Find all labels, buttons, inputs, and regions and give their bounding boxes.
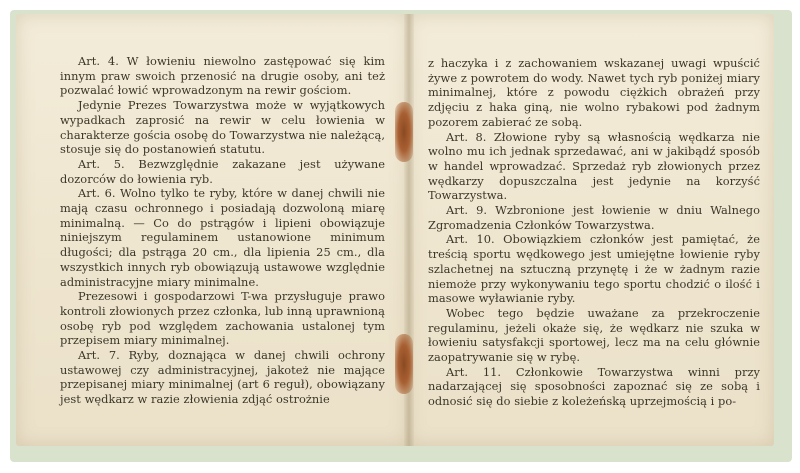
paragraph-art-8: Art. 8. Złowione ryby są własnością wędkarza nie wolno mu ich jednak sprzedawać, ani w jakibądź sposób w handel wprowadzać. Sprzedaż ryb złowionych przez wędkarzy dopuszczalna jest jedynie na korzyść Towarzystwa. <box>428 129 760 203</box>
paragraph-art-7-continued: z haczyka i z zachowaniem wskazanej uwagi wpuścić żywe z powrotem do wody. Nawet tych ryb poniżej miary minimalnej, które z powodu ciężkich obrażeń przy zdjęciu z haka giną, nie wolno rybakowi pod żadnym pozorem zabierać ze sobą. <box>428 56 760 129</box>
paragraph-art-10: Art. 10. Obowiązkiem członków jest pamiętać, że treścią sportu wędkowego jest umiejętne łowienie ryby szlachetnej na sztuczną przynętę i że w żadnym razie niemoże przy wykonywaniu tego sportu chodzić o ilość i masowe wyławianie ryby. <box>428 232 760 306</box>
paragraph-control-right: Prezesowi i gospodarzowi T-wa przysługuje prawo kontroli złowionych przez członka, lub inną uprawnioną osobę ryb pod względem zachowania ustalonej tym przepisem miary minimalnej. <box>60 289 385 348</box>
paragraph-art-4: Art. 4. W łowieniu niewolno zastępować się kim innym praw swoich przenosić na drugie osoby, ani też pozwalać łowić wprowadzonym na rewir gościom. <box>60 54 385 98</box>
rust-staple-top <box>395 102 413 162</box>
paragraph-art-7: Art. 7. Ryby, doznająca w danej chwili ochrony ustawowej czy administracyjnej, jakoteż nie mające przepisanej miary minimalnej (art 6 reguł), obowiązany jest wędkarz w razie złowienia zdjąć ostrożnie <box>60 348 385 407</box>
paragraph-art-5: Art. 5. Bezwzględnie zakazane jest używane dozorców do łowienia ryb. <box>60 156 385 186</box>
paragraph-guest-invitation: Jedynie Prezes Towarzystwa może w wyjątkowych wypadkach zaprosić na rewir w celu łowienia w charakterze gościa osobę do Towarzystwa nie należącą, stosuje się do postanowień statutu. <box>60 98 385 157</box>
paragraph-art-9: Art. 9. Wzbronione jest łowienie w dniu Walnego Zgromadzenia Członków Towarzystwa. <box>428 203 760 232</box>
rust-staple-bottom <box>395 334 413 394</box>
right-page-text <box>428 56 760 409</box>
paragraph-art-6: Art. 6. Wolno tylko te ryby, które w danej chwili nie mają czasu ochronnego i posiadają dozwoloną miarę minimalną. — Co do pstrągów i lipieni obowiązuje niniejszym regulaminem ustanowione minimum długości; dla pstrąga 20 cm., dla lipienia 25 cm., dla wszystkich innych ryb obowiązują ustawowe względnie administracyjne miary minimalne. <box>60 186 385 289</box>
paragraph-sport-satisfaction: Wobec tego będzie uważane za przekroczenie regulaminu, jeżeli okaże się, że wędkarz nie szuka w łowieniu satysfakcji sportowej, lecz ma na celu głównie zaopatrywanie się w rybę. <box>428 305 760 365</box>
paragraph-art-11: Art. 11. Członkowie Towarzystwa winni przy nadarzającej się sposobności zapoznać się ze sobą i odnosić się do siebie z koleżeńską uprzejmością i po- <box>428 364 760 409</box>
left-page-text <box>60 54 385 407</box>
